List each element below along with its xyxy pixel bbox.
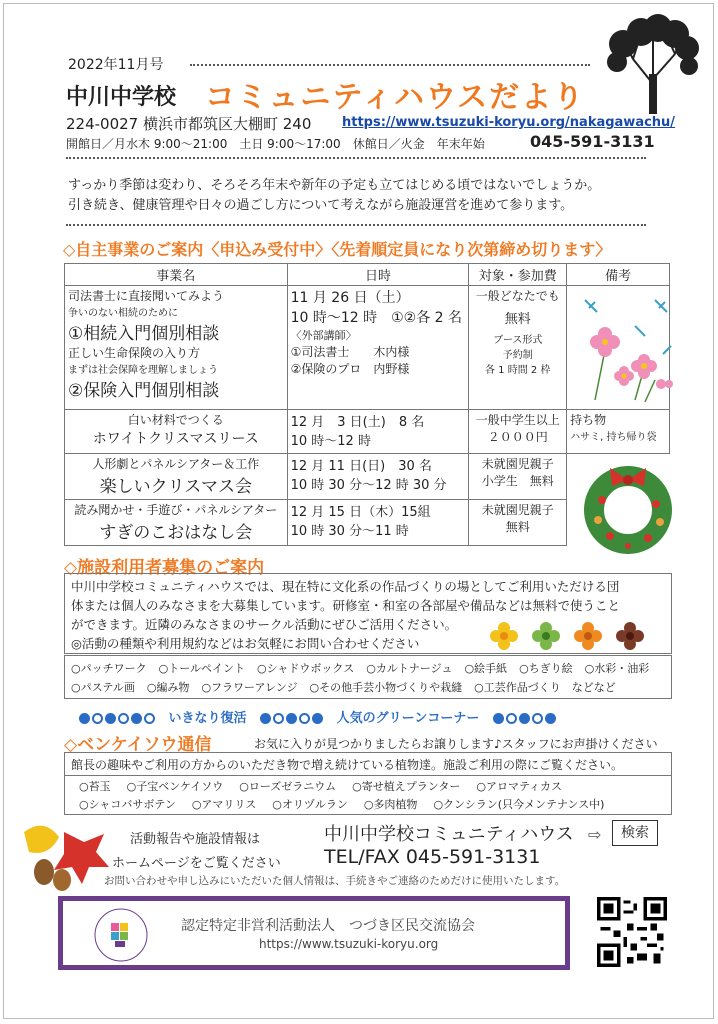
- banner-text-left: いきなり復活: [168, 711, 247, 726]
- activity-item: ○カルトナージュ: [366, 662, 453, 675]
- event-time: 10 時 30 分～11 時: [290, 524, 409, 539]
- event-name: ②保険入門個別相談: [68, 381, 220, 401]
- christmas-wreath-icon: [580, 460, 676, 556]
- plant-item: ○子宝ベンケイソウ: [126, 780, 224, 793]
- event-fee: 無料: [504, 312, 531, 327]
- event-name: 楽しいクリスマス会: [99, 477, 252, 497]
- activity-item: ○パッチワーク: [71, 662, 147, 675]
- event-target: 一般どなたでも: [475, 289, 560, 303]
- plant-item: ○オリヅルラン: [272, 798, 348, 811]
- autumn-leaves-icon: [14, 812, 114, 892]
- activity-item: ○編み物: [146, 681, 190, 694]
- divider: [66, 157, 646, 159]
- divider: [190, 64, 590, 66]
- org-logo-icon: [93, 907, 149, 963]
- plant-item: ○アロマティカス: [476, 780, 563, 793]
- green-corner-banner: [78, 707, 668, 726]
- event-date: 12 月 11 日(日) 30 名: [290, 459, 432, 474]
- col-header: 日時: [287, 264, 469, 286]
- facility-name: 中川中学校コミュニティハウス: [324, 824, 574, 845]
- org-url[interactable]: https://www.tsuzuki-koryu.org: [259, 937, 439, 951]
- tree-icon: [603, 14, 703, 116]
- table-row: [65, 454, 670, 500]
- flower-icons: [488, 620, 648, 656]
- intro-line-2: 引き続き、健康管理や日々の過ごし方について考えながら施設運営を進めて参ります。: [68, 198, 574, 213]
- plant-section-title: ◇ベンケイソウ通信: [64, 735, 212, 755]
- col-header: 対象・参加費: [469, 264, 567, 286]
- cosmos-flower-icon: [575, 290, 675, 408]
- activity-item: ○絵手紙: [464, 662, 508, 675]
- phone-number: 045-591-3131: [530, 132, 655, 151]
- event-sub: 読み聞かせ・手遊び・パネルシアター: [74, 503, 278, 517]
- plant-item: ○シャコバサボテン: [79, 798, 176, 811]
- event-fee: ２０００円: [487, 430, 548, 444]
- event-name: ①相続入門個別相談: [68, 324, 220, 344]
- activities-box: [64, 655, 672, 699]
- plant-item: ○多肉植物: [363, 798, 418, 811]
- event-time: 10 時～12 時: [290, 434, 371, 449]
- event-name: すぎのこおはなし会: [99, 523, 253, 543]
- event-note: 持ち物: [570, 413, 607, 427]
- event-target: 未就園児親子: [481, 457, 554, 471]
- flower-icon: [488, 620, 648, 652]
- event-format: ブース形式: [493, 335, 543, 346]
- plant-desc: 館長の趣味やご利用の方からのいただき物で増え続けている植物達。施設ご利用の際にご覧ください。: [71, 758, 624, 772]
- recruit-text: ◎活動の種類や利用規約などはお気軽にお問い合わせください: [71, 636, 420, 651]
- search-button[interactable]: 検索: [612, 820, 658, 846]
- plants-list-box: [64, 775, 672, 815]
- plant-item: ○ローズゼラニウム: [239, 780, 337, 793]
- newsletter-title: コミュニティハウスだより: [205, 80, 586, 115]
- divider: [66, 224, 646, 226]
- activity-item: ○水彩・油彩: [584, 662, 650, 675]
- issue-date: 2022年11月号: [68, 57, 164, 73]
- activity-item: ○ちぎり絵: [519, 662, 573, 675]
- school-name: 中川中学校: [66, 85, 177, 110]
- event-fee: 小学生 無料: [481, 474, 554, 488]
- banner-text-right: 人気のグリーンコーナー: [336, 711, 480, 726]
- event-sub: 司法書士に直接聞いてみよう: [68, 289, 225, 303]
- lecturer: ①司法書士 木内様: [290, 345, 410, 359]
- qr-code-icon[interactable]: [597, 897, 667, 967]
- recruit-text: ができます。近隣のみなさまのサークル活動にぜひご活用ください。: [71, 617, 458, 632]
- recruit-text: 体または個人のみなさまを大募集しています。研修室・和室の各部屋や備品などは無料で使うこと: [71, 598, 621, 613]
- footer-info-2: ホームページをご覧ください: [112, 856, 281, 871]
- event-target: 一般中学生以上: [475, 413, 560, 427]
- event-time: 10 時 30 分～12 時 30 分: [290, 478, 447, 493]
- website-link[interactable]: https://www.tsuzuki-koryu.org/nakagawachu/: [342, 115, 676, 130]
- opening-hours: 開館日／月水木 9:00～21:00 土日 9:00～17:00 休館日／火金 年末年始: [66, 137, 485, 151]
- events-section-title: ◇自主事業のご案内〈申込み受付中〉〈先着順定員になり次第締め切ります〉: [63, 240, 612, 259]
- event-name: ホワイトクリスマスリース: [92, 431, 259, 447]
- table-row: [65, 500, 670, 546]
- plant-tagline: お気に入りが見つかりましたらお譲りします♪スタッフにお声掛けください: [254, 737, 658, 751]
- privacy-notice: お問い合わせや申し込みにいただいた個人情報は、手続きやご連絡のためだけに使用いたします。: [104, 875, 566, 887]
- activity-item: ○工芸作品づくり などなど: [474, 681, 616, 694]
- lecturer-label: 〈外部講師〉: [290, 329, 357, 342]
- intro-line-1: すっかり季節は変わり、そろそろ年末や新年の予定も立てはじめる頃ではないでしょうか。: [68, 178, 601, 193]
- activity-item: ○トールペイント: [158, 662, 245, 675]
- event-sub: 争いのない相続のために: [68, 308, 178, 319]
- activity-item: ○シャドウボックス: [257, 662, 355, 675]
- event-sub: 人形劇とパネルシアター＆工作: [92, 457, 260, 471]
- activity-item: ○フラワーアレンジ: [201, 681, 298, 694]
- event-format: 各 1 時間 2 枠: [485, 365, 551, 376]
- org-box: [58, 896, 570, 970]
- arrow-icon: ⇨: [588, 825, 602, 844]
- event-time: 10 時～12 時 ①②各 2 名: [290, 310, 463, 326]
- recruit-section-title: ◇施設利用者募集のご案内: [64, 558, 265, 578]
- event-sub: 正しい生命保険の入り方: [68, 346, 201, 360]
- table-row: [65, 410, 670, 454]
- address: 224-0027 横浜市都筑区大棚町 240: [66, 115, 312, 133]
- event-fee: 無料: [505, 520, 530, 534]
- event-date: 12 月 15 日（木）15組: [290, 505, 431, 520]
- event-date: 11 月 26 日（土）: [290, 290, 410, 306]
- lecturer: ②保険のプロ 内野様: [290, 362, 410, 376]
- plant-item: ○苔玉: [79, 780, 111, 793]
- plant-desc-box: [64, 752, 672, 776]
- col-header: 事業名: [65, 264, 288, 286]
- plant-item: ○寄せ植えプランター: [352, 780, 461, 793]
- event-date: 12 月 3 日(土) 8 名: [290, 415, 425, 430]
- recruit-text: 中川中学校コミュニティハウスでは、現在特に文化系の作品づくりの場としてご利用いただける団: [71, 579, 620, 594]
- footer-info-1: 活動報告や施設情報は: [130, 832, 261, 847]
- event-sub: まずは社会保障を理解しましょう: [68, 365, 218, 376]
- org-name: 認定特定非営利活動法人 つづき区民交流協会: [181, 918, 475, 934]
- event-sub: 白い材料でつくる: [127, 413, 224, 427]
- event-target: 未就園児親子: [481, 503, 554, 517]
- event-note: ハサミ, 持ち帰り袋: [570, 432, 657, 443]
- plant-item: ○アマリリス: [191, 798, 257, 811]
- activity-item: ○パステル画: [71, 681, 135, 694]
- event-format: 予約制: [502, 350, 533, 361]
- col-header: 備考: [567, 264, 670, 286]
- activity-item: ○その他手芸小物づくりや栽縫: [309, 681, 463, 694]
- facility-tel: TEL/FAX 045-591-3131: [324, 846, 541, 868]
- plant-item: ○クンシラン(只今メンテナンス中): [433, 798, 605, 811]
